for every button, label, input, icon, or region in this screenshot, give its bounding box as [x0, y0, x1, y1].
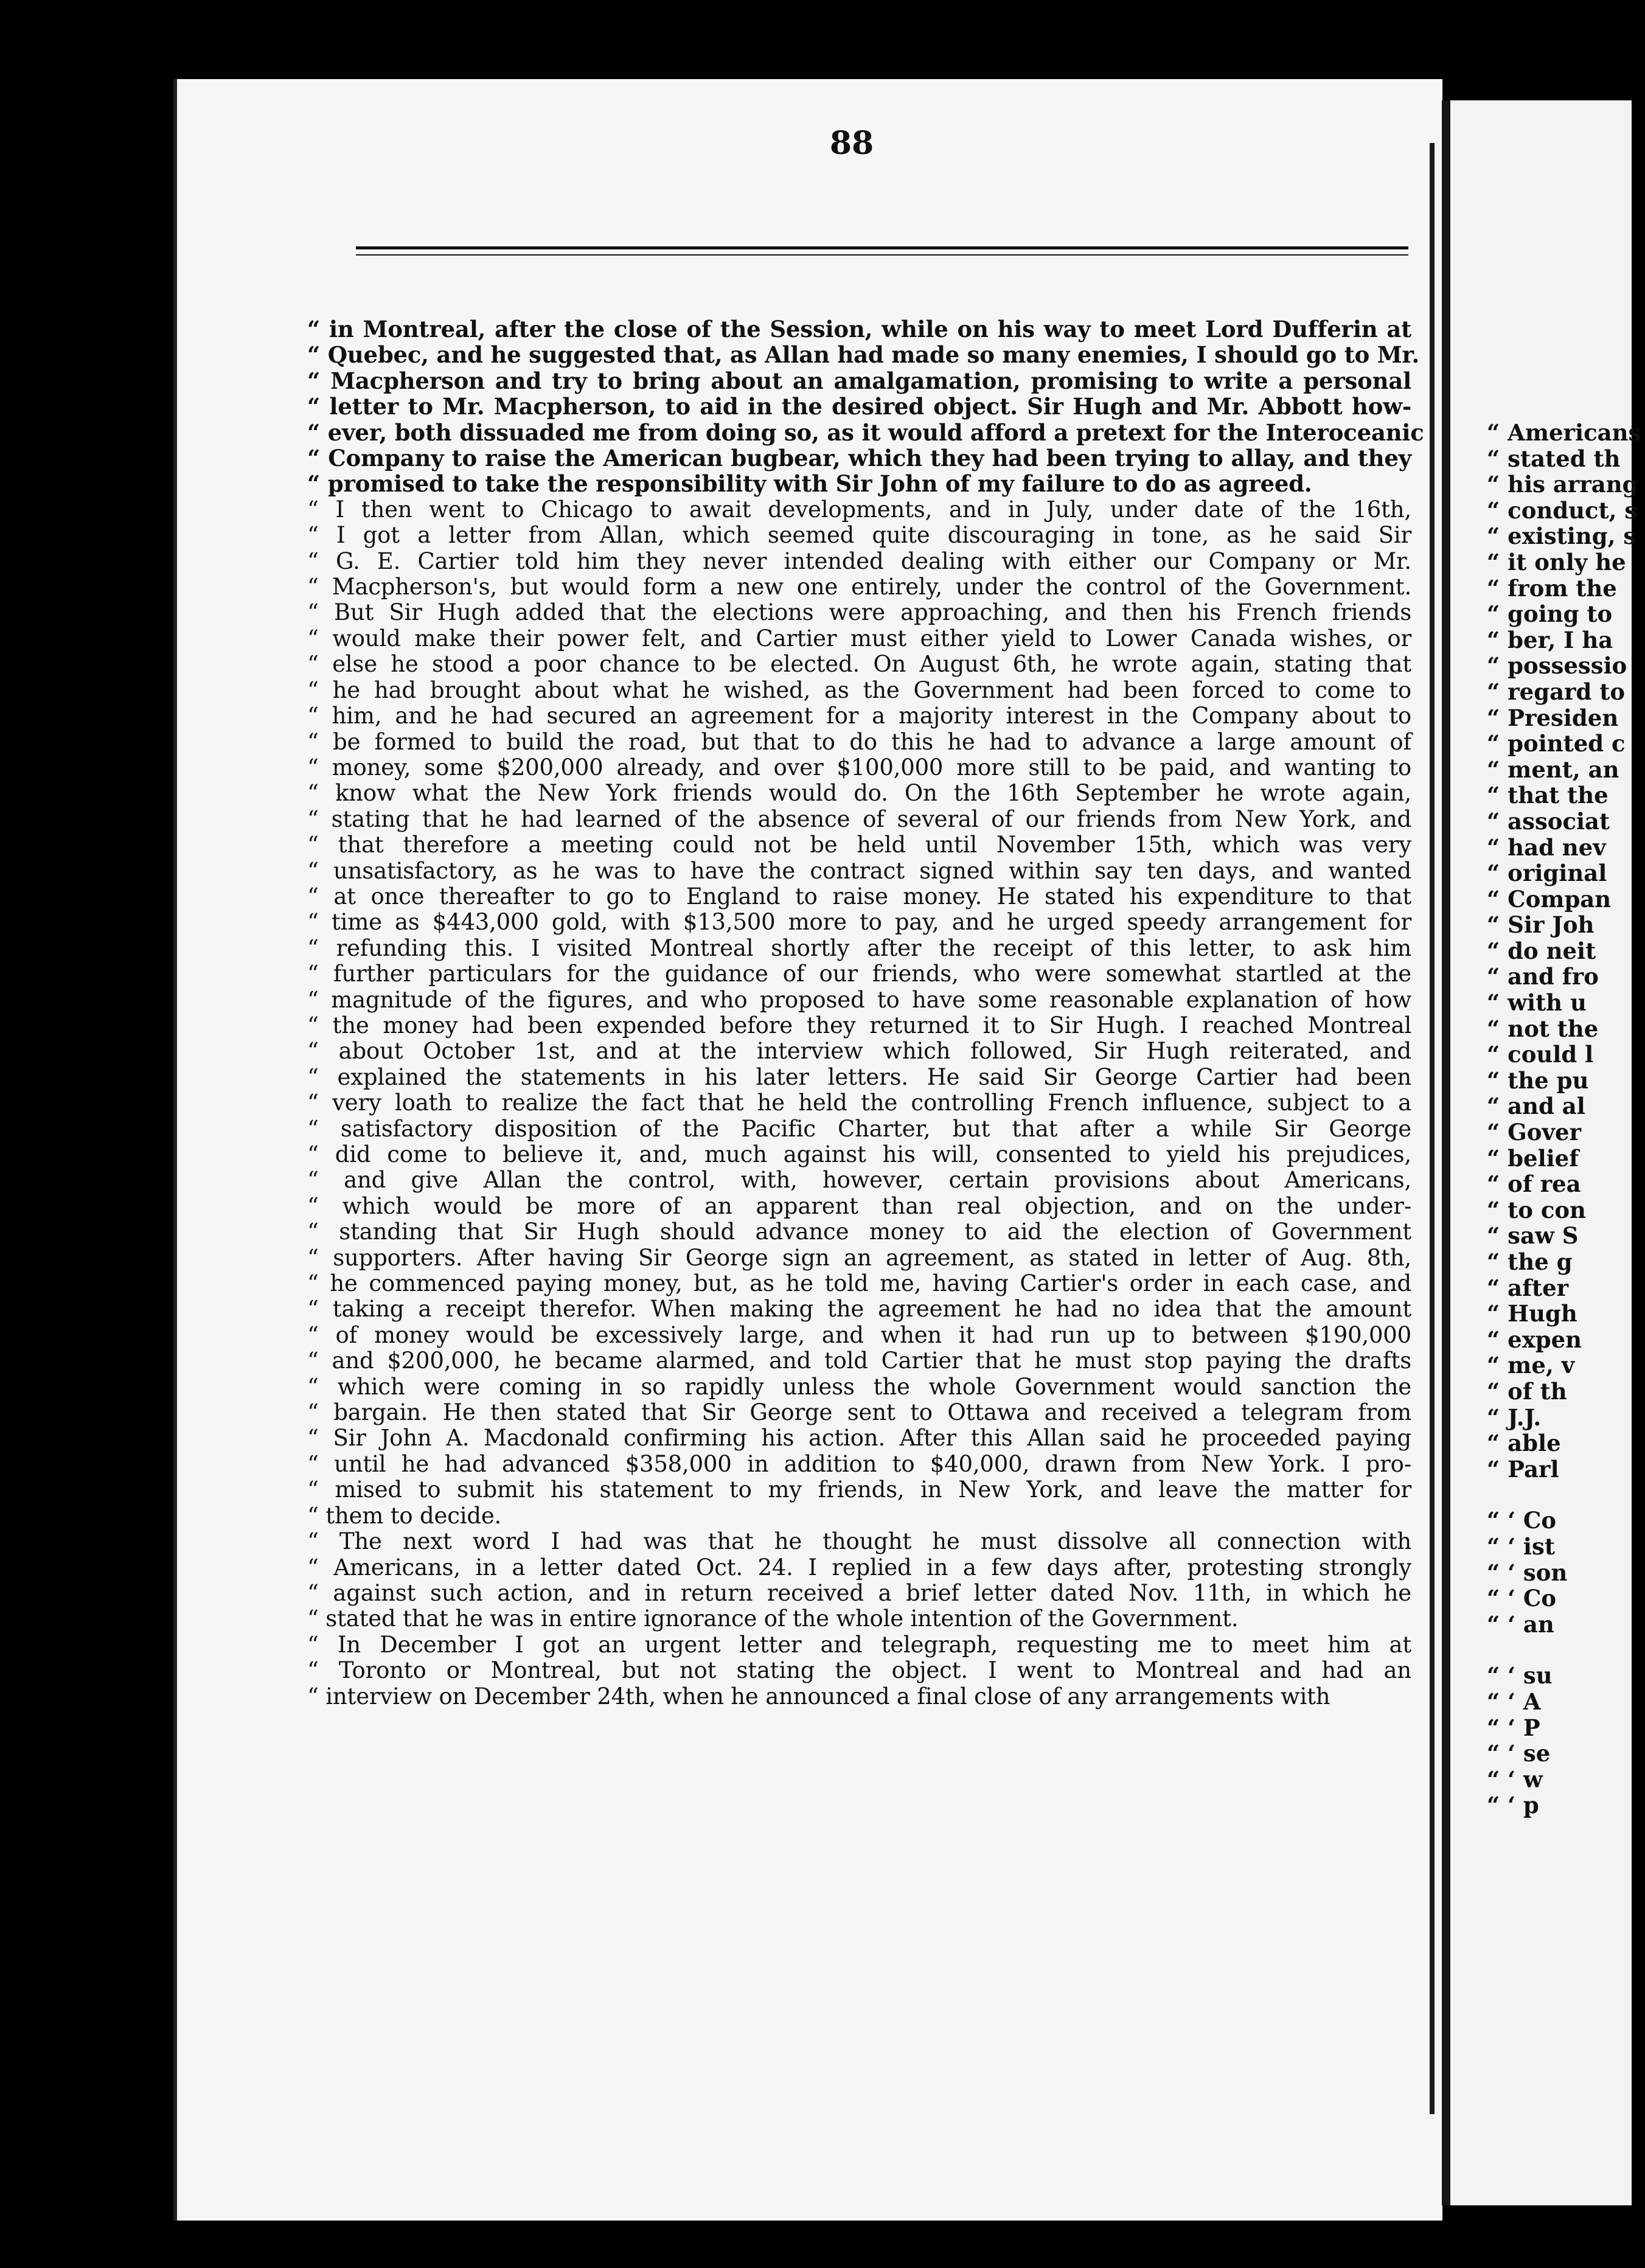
- facing-text-line: “ pointed c: [1487, 730, 1626, 757]
- text-line: “ interview on December 24th, when he announced a final close of any arrangements with: [307, 1683, 1330, 1710]
- facing-text-line: “ ‘ son: [1487, 1559, 1568, 1586]
- text-line: “ would make their power felt, and Cartier must either yield to Lower Canada wishes, or: [307, 625, 1411, 652]
- text-line: “ Company to raise the American bugbear, which they had been trying to allay, and they: [307, 445, 1411, 472]
- facing-text-line: “ conduct, s: [1487, 496, 1638, 524]
- facing-text-line: “ ment, an: [1487, 756, 1619, 783]
- text-line: “ the money had been expended before they returned it to Sir Hugh. I reached Montreal: [307, 1012, 1411, 1038]
- text-line: “ else he stood a poor chance to be elected. On August 6th, he wrote again, stating that: [307, 651, 1411, 678]
- text-line: “ he commenced paying money, but, as he told me, having Cartier's order in each case, and: [307, 1270, 1411, 1297]
- facing-text-line: “ ‘ A: [1487, 1688, 1541, 1715]
- text-line: “ letter to Mr. Macpherson, to aid in the desired object. Sir Hugh and Mr. Abbott how-: [307, 393, 1411, 420]
- text-line: “ further particulars for the guidance of our friends, who were somewhat startled at the: [307, 961, 1411, 987]
- facing-page: [1442, 100, 1641, 2205]
- facing-text-line: “ from the: [1487, 574, 1617, 602]
- text-line: “ he had brought about what he wished, as the Government had been forced to come to: [307, 677, 1411, 703]
- facing-text-line: “ Hugh: [1487, 1300, 1577, 1327]
- facing-text-line: “ it only he: [1487, 548, 1626, 576]
- facing-text-line: “ ‘ an: [1487, 1610, 1554, 1638]
- facing-text-line: “ could l: [1487, 1041, 1594, 1068]
- text-line: “ and give Allan the control, with, however, certain provisions about Americans,: [307, 1167, 1411, 1194]
- page-number: 88: [829, 125, 874, 162]
- facing-text-line: “ saw S: [1487, 1222, 1579, 1250]
- text-line: “ which were coming in so rapidly unless the whole Government would sanction the: [307, 1373, 1411, 1400]
- text-line: “ standing that Sir Hugh should advance money to aid the election of Government: [307, 1219, 1411, 1245]
- facing-text-line: “ ‘ Co: [1487, 1585, 1557, 1612]
- text-line: “ bargain. He then stated that Sir George sent to Ottawa and received a telegram from: [307, 1399, 1411, 1426]
- text-line: “ stated that he was in entire ignorance of the whole intention of the Government.: [307, 1605, 1239, 1632]
- page-gutter: [1430, 143, 1435, 2114]
- text-line: “ mised to submit his statement to my friends, in New York, and leave the matter for: [307, 1477, 1411, 1503]
- text-line: “ G. E. Cartier told him they never intended dealing with either our Company or Mr.: [307, 548, 1411, 574]
- facing-text-line: “ do neit: [1487, 937, 1596, 964]
- text-line: “ supporters. After having Sir George sign an agreement, as stated in letter of Aug. 8th,: [307, 1244, 1411, 1271]
- facing-text-line: “ Gover: [1487, 1119, 1581, 1146]
- text-line: “ that therefore a meeting could not be held until November 15th, which was very: [307, 832, 1411, 858]
- text-line: “ In December I got an urgent letter and telegraph, requesting me to meet him at: [307, 1631, 1411, 1658]
- facing-text-line: “ Parl: [1487, 1455, 1559, 1483]
- facing-text-line: “ and al: [1487, 1093, 1585, 1120]
- text-line: “ Toronto or Montreal, but not stating the object. I went to Montreal and had an: [307, 1657, 1411, 1684]
- text-line: “ explained the statements in his later letters. He said Sir George Cartier had been: [307, 1063, 1411, 1090]
- facing-text-line: “ of th: [1487, 1377, 1567, 1405]
- text-line: “ I got a letter from Allan, which seemed quite discouraging in tone, as he said Sir: [307, 522, 1411, 549]
- text-line: “ which would be more of an apparent than real objection, and on the under-: [307, 1192, 1411, 1219]
- facing-text-line: “ of rea: [1487, 1171, 1581, 1198]
- facing-text-line: “ had nev: [1487, 833, 1606, 861]
- facing-text-line: “ the pu: [1487, 1066, 1589, 1094]
- text-line: “ in Montreal, after the close of the Session, while on his way to meet Lord Dufferin at: [307, 316, 1411, 343]
- text-line: “ refunding this. I visited Montreal shortly after the receipt of this letter, to ask him: [307, 934, 1411, 961]
- facing-text-line: “ ‘ ist: [1487, 1532, 1555, 1560]
- facing-text-line: “ after: [1487, 1274, 1569, 1301]
- facing-text-line: “ stated th: [1487, 445, 1621, 472]
- text-line: “ Macpherson and try to bring about an amalgamation, promising to write a personal: [307, 367, 1411, 394]
- facing-text-line: “ ‘ se: [1487, 1740, 1551, 1767]
- facing-text-line: “ Compan: [1487, 885, 1612, 913]
- facing-text-line: “ that the: [1487, 782, 1608, 809]
- text-line: “ know what the New York friends would do. On the 16th September he wrote again,: [307, 780, 1411, 807]
- facing-text-line: “ to con: [1487, 1196, 1586, 1223]
- text-line: “ I then went to Chicago to await developments, and in July, under date of the 16th,: [307, 496, 1411, 523]
- text-line: “ them to decide.: [307, 1502, 502, 1529]
- text-line: “ ever, both dissuaded me from doing so, as it would afford a pretext for the Interoceanic: [307, 419, 1424, 446]
- facing-text-line: “ regard to: [1487, 678, 1626, 705]
- facing-text-line: “ not the: [1487, 1015, 1599, 1042]
- facing-text-line: “ expen: [1487, 1326, 1582, 1353]
- facing-text-line: “ with u: [1487, 989, 1587, 1017]
- facing-text-line: “ existing, s: [1487, 523, 1636, 550]
- text-line: “ at once thereafter to go to England to raise money. He stated his expenditure to that: [307, 883, 1411, 910]
- facing-text-line: “ going to: [1487, 600, 1613, 628]
- facing-text-line: “ and fro: [1487, 963, 1599, 990]
- text-line: “ Sir John A. Macdonald confirming his action. After this Allan said he proceeded paying: [307, 1425, 1411, 1452]
- text-line: “ him, and he had secured an agreement for a majority interest in the Company about to: [307, 703, 1411, 729]
- text-line: “ about October 1st, and at the interview which followed, Sir Hugh reiterated, and: [307, 1038, 1411, 1065]
- text-line: “ money, some $200,000 already, and over $100,000 more still to be paid, and wanting to: [307, 754, 1411, 781]
- facing-text-line: “ Sir Joh: [1487, 911, 1595, 939]
- facing-text-line: “ possessio: [1487, 652, 1627, 680]
- text-line: “ Americans, in a letter dated Oct. 24. I replied in a few days after, protesting strongly: [307, 1554, 1411, 1581]
- facing-text-line: “ belief: [1487, 1144, 1579, 1172]
- facing-page-text: [1487, 420, 1645, 1818]
- facing-text-line: “ ‘ p: [1487, 1792, 1539, 1819]
- text-line: “ Macpherson's, but would form a new one entirely, under the control of the Government.: [307, 574, 1411, 600]
- text-line: “ magnitude of the figures, and who proposed to have some reasonable explanation of how: [307, 986, 1411, 1013]
- facing-text-line: “ ‘ su: [1487, 1662, 1553, 1689]
- facing-text-line: “ J.J.: [1487, 1404, 1542, 1431]
- text-line: “ did come to believe it, and, much against his will, consented to yield his prejudices,: [307, 1141, 1411, 1167]
- header-rule-thin: [356, 254, 1408, 256]
- facing-text-line: “ associat: [1487, 807, 1610, 835]
- facing-text-line: “ Presiden: [1487, 704, 1619, 731]
- facing-text-line: “ the g: [1487, 1248, 1573, 1275]
- text-line: “ and $200,000, he became alarmed, and told Cartier that he must stop paying the drafts: [307, 1348, 1411, 1374]
- text-line: “ The next word I had was that he thought he must dissolve all connection with: [307, 1528, 1411, 1555]
- text-line: “ very loath to realize the fact that he held the controlling French influence, subject to a: [307, 1090, 1411, 1116]
- main-text-column: [307, 316, 1424, 1710]
- facing-text-line: “ Americans: [1487, 419, 1641, 446]
- text-line: “ taking a receipt therefor. When making the agreement he had no idea that the amount: [307, 1296, 1411, 1323]
- facing-text-line: “ able: [1487, 1430, 1561, 1457]
- header-rule-thick: [356, 246, 1408, 249]
- facing-text-line: “ ‘ w: [1487, 1765, 1543, 1793]
- text-line: “ satisfactory disposition of the Pacific Charter, but that after a while Sir George: [307, 1115, 1411, 1142]
- facing-text-line: “ his arrang: [1487, 471, 1638, 498]
- text-line: “ of money would be excessively large, and when it had run up to between $190,000: [307, 1321, 1411, 1348]
- text-line: “ unsatisfactory, as he was to have the contract signed within say ten days, and wanted: [307, 857, 1411, 884]
- facing-text-line: “ me, v: [1487, 1352, 1575, 1379]
- facing-text-line: “ ber, I ha: [1487, 626, 1613, 653]
- text-line: “ against such action, and in return received a brief letter dated Nov. 11th, in which he: [307, 1579, 1411, 1606]
- facing-text-line: “ original: [1487, 860, 1607, 887]
- facing-text-line: “ ‘ P: [1487, 1714, 1540, 1741]
- text-line: “ time as $443,000 gold, with $13,500 more to pay, and he urged speedy arrangement for: [307, 909, 1411, 936]
- facing-text-line: “ ‘ Co: [1487, 1507, 1557, 1534]
- text-line: “ Quebec, and he suggested that, as Allan had made so many enemies, I should go to Mr.: [307, 341, 1420, 369]
- text-line: “ promised to take the responsibility with Sir John of my failure to do as agreed.: [307, 470, 1312, 498]
- text-line: “ stating that he had learned of the absence of several of our friends from New York, and: [307, 805, 1411, 832]
- text-line: “ But Sir Hugh added that the elections were approaching, and then his French friends: [307, 599, 1411, 626]
- text-line: “ be formed to build the road, but that to do this he had to advance a large amount of: [307, 728, 1411, 755]
- text-line: “ until he had advanced $358,000 in addition to $40,000, drawn from New York. I pro-: [307, 1450, 1411, 1477]
